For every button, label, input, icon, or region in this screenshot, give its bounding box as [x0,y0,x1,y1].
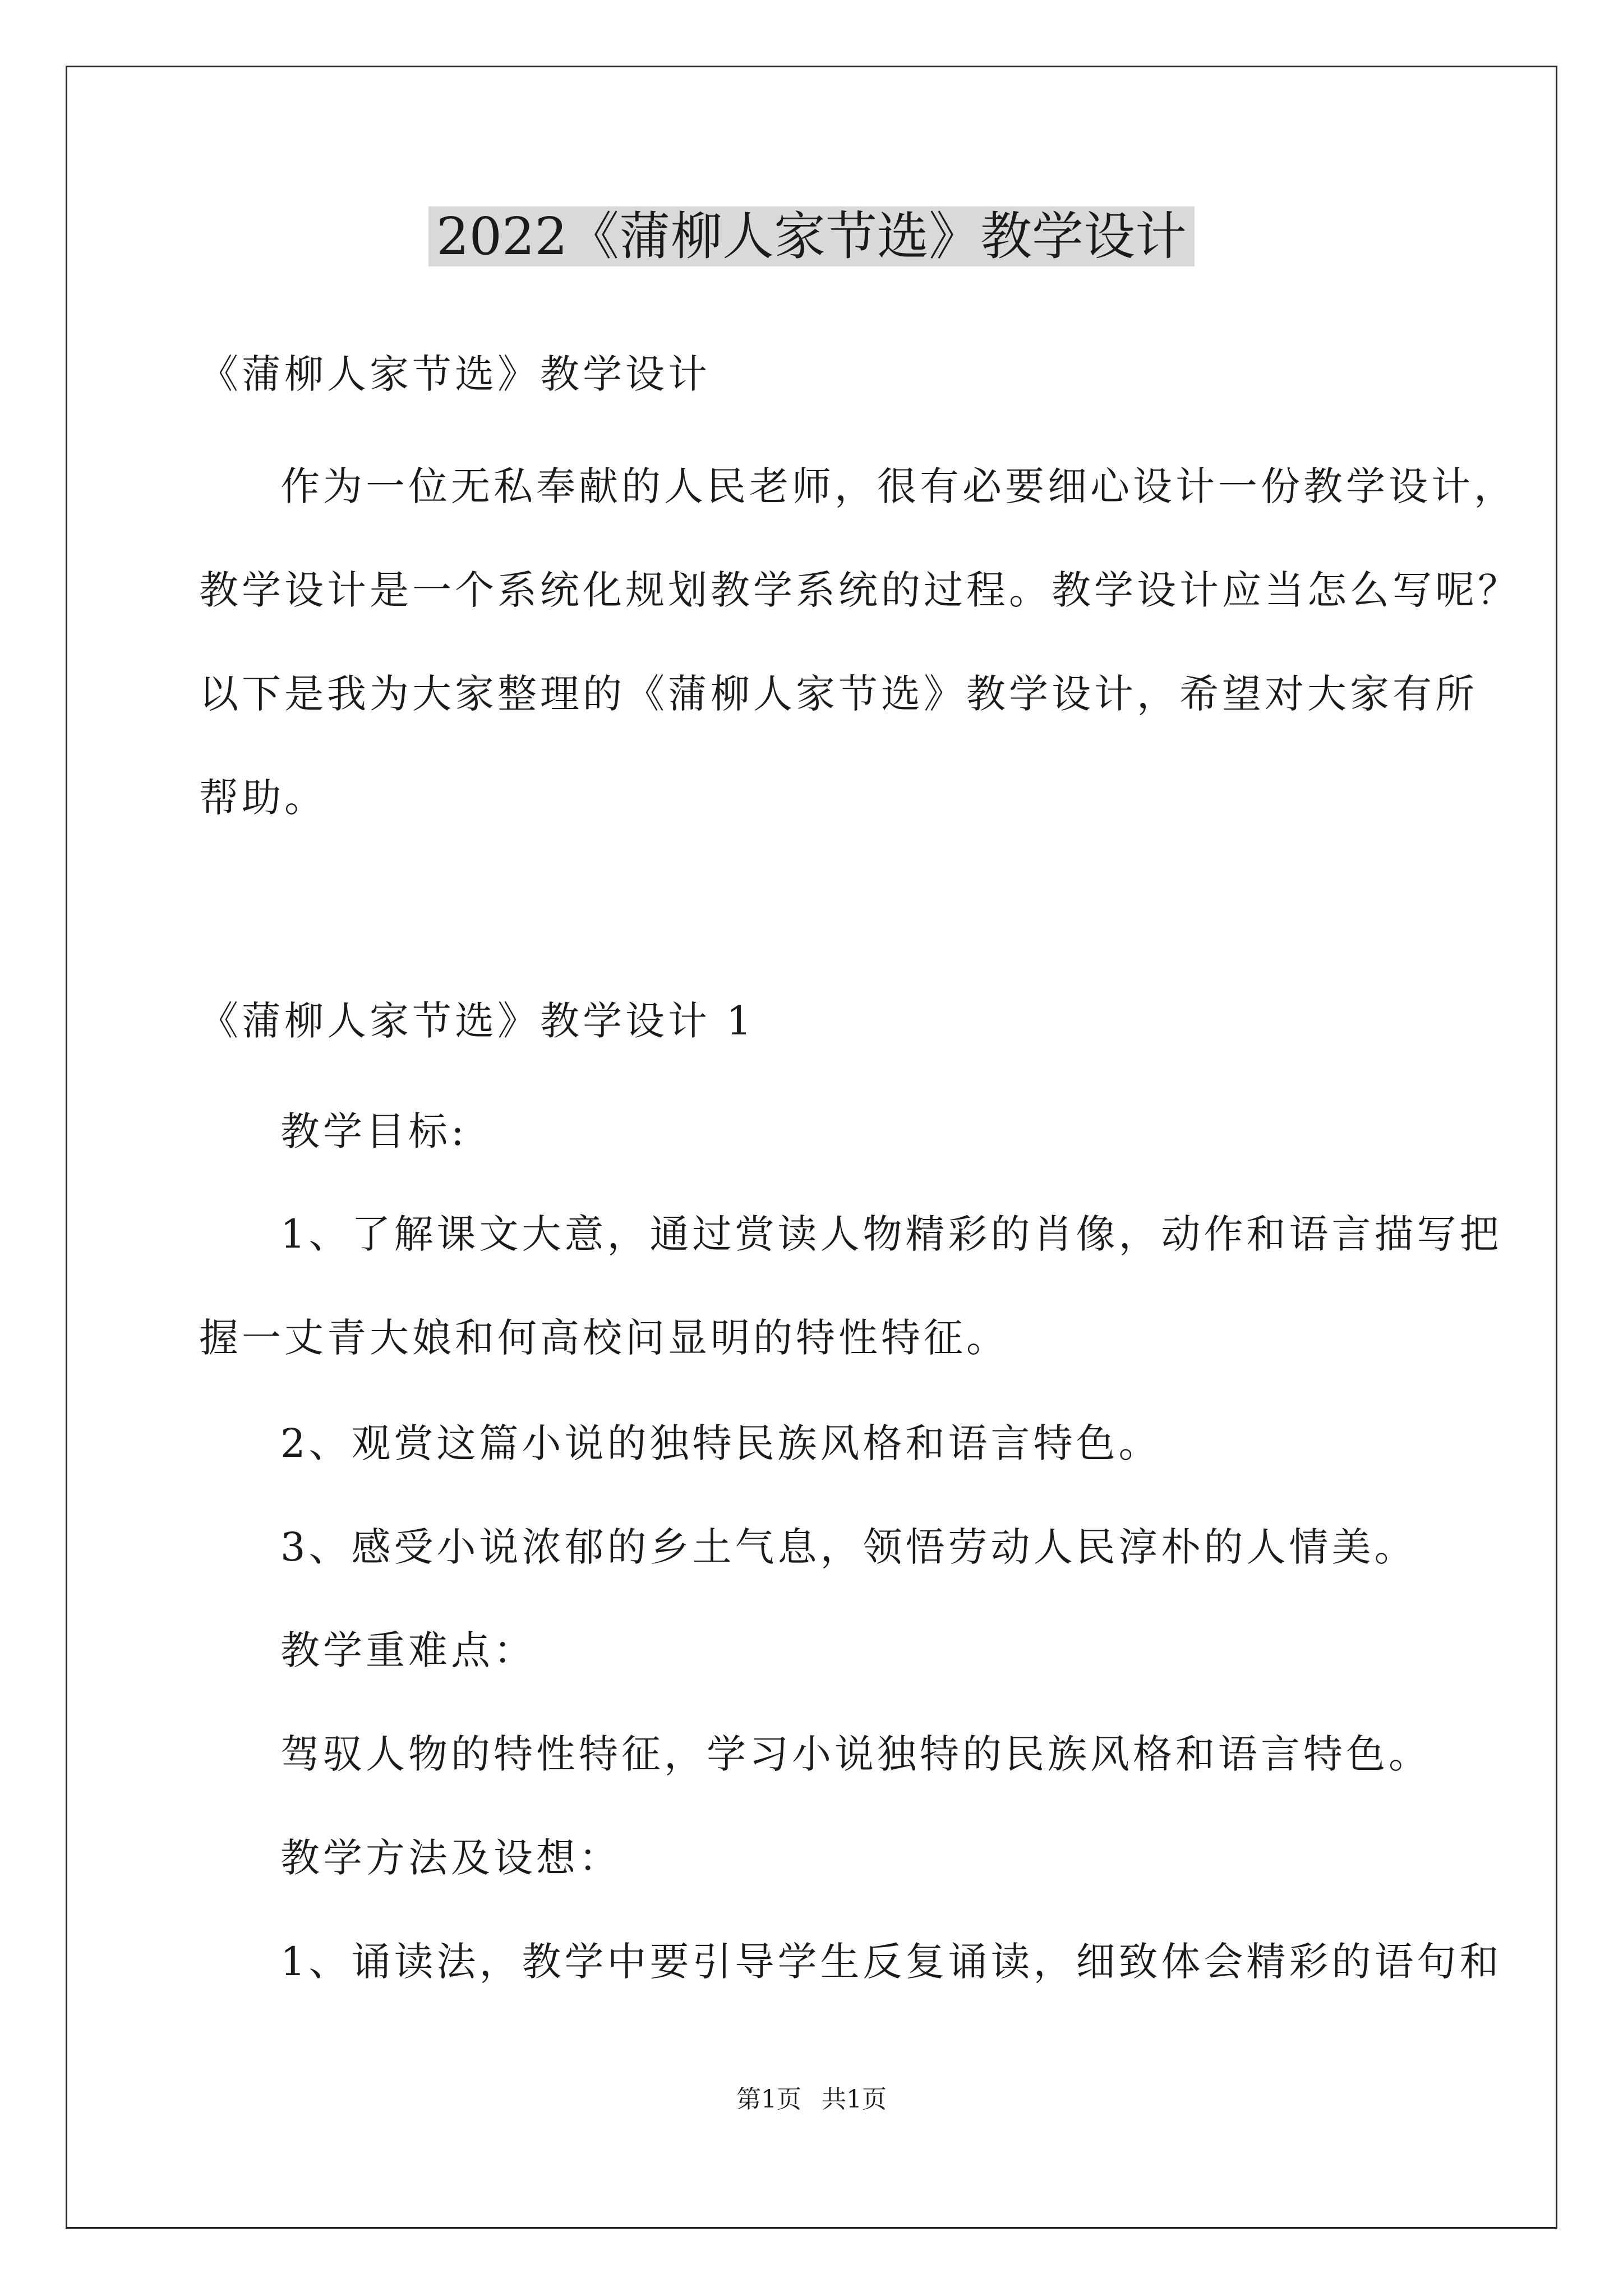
page-total: 共1页 [822,2085,887,2114]
goal-3: 3、感受小说浓郁的乡土气息，领悟劳动人民淳朴的人情美。 [280,1524,1417,1570]
section-heading: 《蒲柳人家节选》教学设计 1 [199,998,755,1044]
page-footer [0,2083,1623,2116]
intro-line-2: 教学设计是一个系统化规划教学系统的过程。教学设计应当怎么写呢？ [199,567,1520,613]
intro-line-4: 帮助。 [199,775,327,821]
document-title-text: 2022《蒲柳人家节选》教学设计 [428,206,1195,266]
goals-heading: 教学目标: [280,1108,468,1154]
key-points-heading: 教学重难点： [280,1627,536,1673]
intro-line-1: 作为一位无私奉献的人民老师，很有必要细心设计一份教学设计， [280,463,1516,509]
page-current: 第1页 [736,2085,801,2114]
key-points-text: 驾驭人物的特性特征，学习小说独特的民族风格和语言特色。 [280,1731,1431,1777]
document-title [0,197,1623,276]
goal-1-line-2: 握一丈青大娘和何高校问显明的特性特征。 [199,1315,1009,1361]
document-subtitle: 《蒲柳人家节选》教学设计 [199,351,711,397]
goal-2: 2、观赏这篇小说的独特民族风格和语言特色。 [280,1420,1161,1466]
intro-line-3: 以下是我为大家整理的《蒲柳人家节选》教学设计，希望对大家有所 [199,671,1478,717]
method-1-line-1: 1、诵读法，教学中要引导学生反复诵读，细致体会精彩的语句和 [280,1939,1502,1985]
methods-heading: 教学方法及设想： [280,1835,621,1881]
goal-1-line-1: 1、了解课文大意，通过赏读人物精彩的肖像，动作和语言描写把 [280,1211,1502,1257]
